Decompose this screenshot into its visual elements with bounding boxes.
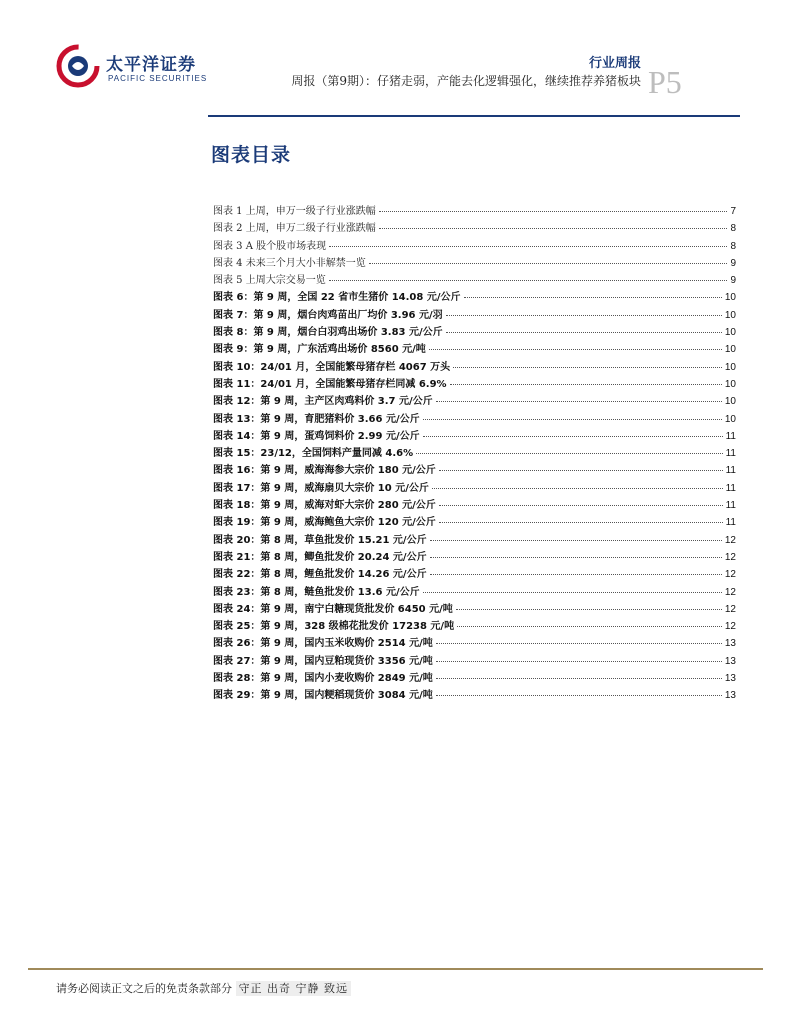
toc-dot-leader [430, 557, 722, 558]
footer-divider [28, 968, 763, 970]
toc-dot-leader [439, 470, 723, 471]
company-logo-icon [56, 44, 100, 88]
toc-dot-leader [446, 315, 722, 316]
toc-dot-leader [439, 505, 723, 506]
toc-entry-label: 图表 2 上周，申万二级子行业涨跌幅 [213, 223, 376, 235]
toc-entry-label: 图表 25：第 9 周，328 级棉花批发价 17238 元/吨 [213, 621, 455, 633]
toc-entry[interactable] [213, 444, 736, 461]
toc-entry-page: 12 [724, 603, 736, 615]
toc-dot-leader [430, 574, 722, 575]
toc-entry[interactable] [213, 583, 736, 600]
toc-entry[interactable] [213, 427, 736, 444]
toc-dot-leader [436, 695, 722, 696]
toc-entry[interactable] [213, 548, 736, 565]
toc-dot-leader [453, 367, 722, 368]
toc-entry-page: 7 [730, 206, 736, 217]
toc-entry[interactable] [213, 479, 736, 496]
toc-dot-leader [379, 211, 728, 212]
toc-entry-page: 12 [724, 586, 736, 598]
toc-entry[interactable] [213, 219, 736, 236]
toc-entry-label: 图表 9：第 9 周，广东活鸡出场价 8560 元/吨 [213, 344, 426, 356]
toc-entry[interactable] [213, 634, 736, 651]
toc-entry-page: 9 [730, 275, 736, 287]
toc-entry-page: 11 [725, 500, 736, 512]
toc-entry-label: 图表 14：第 9 周，蛋鸡饲料价 2.99 元/公斤 [213, 430, 420, 442]
toc-dot-leader [436, 643, 722, 644]
toc-entry-page: 9 [730, 257, 736, 269]
toc-entry-label: 图表 19：第 9 周，威海鲍鱼大宗价 120 元/公斤 [213, 517, 436, 529]
toc-dot-leader [446, 332, 722, 333]
toc-entry-label: 图表 10：24/01 月，全国能繁母猪存栏 4067 万头 [213, 361, 451, 373]
footer-disclaimer: 请务必阅读正文之后的免责条款部分 [56, 982, 232, 995]
toc-entry-page: 12 [724, 534, 736, 546]
toc-heading: 图表目录 [211, 144, 292, 166]
report-type: 行业周报 [588, 56, 641, 71]
toc-entry[interactable] [213, 392, 736, 409]
toc-entry-label: 图表 11：24/01 月，全国能繁母猪存栏同减 6.9% [213, 378, 447, 390]
toc-entry-page: 10 [724, 378, 736, 390]
footer-motto: 守正 出奇 宁静 致远 [236, 981, 352, 996]
toc-entry-label: 图表 15：23/12，全国饲料产量同减 4.6% [213, 448, 414, 460]
toc-entry-page: 8 [730, 240, 736, 252]
company-logo [56, 44, 206, 94]
toc-entry[interactable] [213, 306, 736, 323]
toc-entry[interactable] [213, 617, 736, 634]
toc-entry-page: 10 [724, 327, 736, 339]
page-number: P5 [648, 64, 682, 100]
toc-entry-label: 图表 4 未来三个月大小非解禁一览 [213, 257, 366, 269]
toc-entry-page: 10 [724, 396, 736, 408]
toc-entry[interactable] [213, 686, 736, 703]
logo-chinese-name: 太平洋证券 [106, 55, 196, 75]
toc-entry[interactable] [213, 340, 736, 357]
toc-entry[interactable] [213, 531, 736, 548]
header-divider [208, 115, 740, 117]
toc-entry-page: 11 [725, 517, 736, 529]
toc-entry-page: 13 [724, 655, 736, 667]
toc-dot-leader [432, 488, 723, 489]
toc-dot-leader [450, 384, 722, 385]
toc-dot-leader [464, 297, 722, 298]
toc-entry-label: 图表 1 上周，申万一级子行业涨跌幅 [213, 206, 376, 217]
toc-entry-page: 13 [724, 638, 736, 650]
toc-entry-label: 图表 29：第 9 周，国内粳稻现货价 3084 元/吨 [213, 690, 433, 702]
toc-entry-label: 图表 13：第 9 周，育肥猪料价 3.66 元/公斤 [213, 413, 420, 425]
toc-entry[interactable] [213, 237, 736, 254]
toc-entry[interactable] [213, 600, 736, 617]
toc-entry[interactable] [213, 410, 736, 427]
toc-dot-leader [457, 626, 722, 627]
toc-dot-leader [379, 228, 728, 229]
footer [56, 980, 351, 996]
toc-entry[interactable] [213, 669, 736, 686]
toc-entry-label: 图表 6：第 9 周，全国 22 省市生猪价 14.08 元/公斤 [213, 292, 461, 304]
toc-dot-leader [430, 540, 722, 541]
toc-dot-leader [423, 436, 723, 437]
toc-entry[interactable] [213, 288, 736, 305]
toc-entry-label: 图表 3 A 股个股市场表现 [213, 240, 327, 252]
toc-entry-page: 11 [725, 448, 736, 460]
toc-entry-label: 图表 8：第 9 周，烟台白羽鸡出场价 3.83 元/公斤 [213, 327, 443, 339]
toc-entry[interactable] [213, 358, 736, 375]
toc-entry-label: 图表 22：第 8 周，鲤鱼批发价 14.26 元/公斤 [213, 569, 427, 581]
toc-entry[interactable] [213, 513, 736, 530]
toc-entry-label: 图表 27：第 9 周，国内豆粕现货价 3356 元/吨 [213, 655, 433, 667]
toc-entry-page: 10 [724, 292, 736, 304]
toc-entry-page: 11 [725, 430, 736, 442]
toc-entry-page: 12 [724, 569, 736, 581]
logo-english-name: PACIFIC SECURITIES [108, 74, 208, 83]
toc-entry[interactable] [213, 254, 736, 271]
toc-entry-page: 8 [730, 223, 736, 235]
toc-entry[interactable] [213, 652, 736, 669]
toc-entry-label: 图表 21：第 8 周，鲫鱼批发价 20.24 元/公斤 [213, 551, 427, 563]
toc-entry-label: 图表 18：第 9 周，威海对虾大宗价 280 元/公斤 [213, 500, 436, 512]
toc-entry-label: 图表 20：第 8 周，草鱼批发价 15.21 元/公斤 [213, 534, 427, 546]
toc-entry-page: 10 [724, 361, 736, 373]
toc-entry-label: 图表 17：第 9 周，威海扇贝大宗价 10 元/公斤 [213, 482, 429, 494]
toc-dot-leader [436, 678, 722, 679]
toc-dot-leader [436, 401, 722, 402]
toc-entry[interactable] [213, 323, 736, 340]
toc-entry-page: 10 [724, 344, 736, 356]
toc-entry-page: 10 [724, 309, 736, 321]
toc-entry-page: 11 [725, 482, 736, 494]
toc-entry[interactable] [213, 202, 736, 219]
toc-entry[interactable] [213, 375, 736, 392]
toc-entry-label: 图表 24：第 9 周，南宁白糖现货批发价 6450 元/吨 [213, 603, 453, 615]
toc-dot-leader [329, 280, 728, 281]
toc-entry[interactable] [213, 496, 736, 513]
toc-dot-leader [423, 419, 722, 420]
toc-list [213, 202, 736, 704]
toc-entry-page: 12 [724, 621, 736, 633]
toc-entry-page: 13 [724, 690, 736, 702]
toc-entry-label: 图表 5 上周大宗交易一览 [213, 275, 326, 287]
toc-entry[interactable] [213, 271, 736, 288]
toc-dot-leader [416, 453, 723, 454]
toc-entry-label: 图表 16：第 9 周，威海海参大宗价 180 元/公斤 [213, 465, 436, 477]
toc-dot-leader [329, 246, 727, 247]
toc-dot-leader [436, 661, 722, 662]
toc-dot-leader [429, 349, 722, 350]
toc-entry-page: 10 [724, 413, 736, 425]
toc-dot-leader [423, 592, 722, 593]
report-title: 周报（第9期）：仔猪走弱，产能去化逻辑强化，继续推荐养猪板块 [291, 74, 641, 88]
toc-dot-leader [456, 609, 722, 610]
toc-entry[interactable] [213, 565, 736, 582]
toc-entry-label: 图表 12：第 9 周，主产区肉鸡料价 3.7 元/公斤 [213, 396, 433, 408]
toc-entry-page: 11 [725, 465, 736, 477]
toc-entry-label: 图表 26：第 9 周，国内玉米收购价 2514 元/吨 [213, 638, 433, 650]
toc-entry-page: 12 [724, 551, 736, 563]
toc-entry-page: 13 [724, 673, 736, 685]
toc-dot-leader [369, 263, 728, 264]
toc-entry-label: 图表 28：第 9 周，国内小麦收购价 2849 元/吨 [213, 673, 433, 685]
toc-entry-label: 图表 23：第 8 周，鲢鱼批发价 13.6 元/公斤 [213, 586, 420, 598]
toc-entry[interactable] [213, 461, 736, 478]
toc-entry-label: 图表 7：第 9 周，烟台肉鸡苗出厂均价 3.96 元/羽 [213, 309, 443, 321]
toc-dot-leader [439, 522, 723, 523]
